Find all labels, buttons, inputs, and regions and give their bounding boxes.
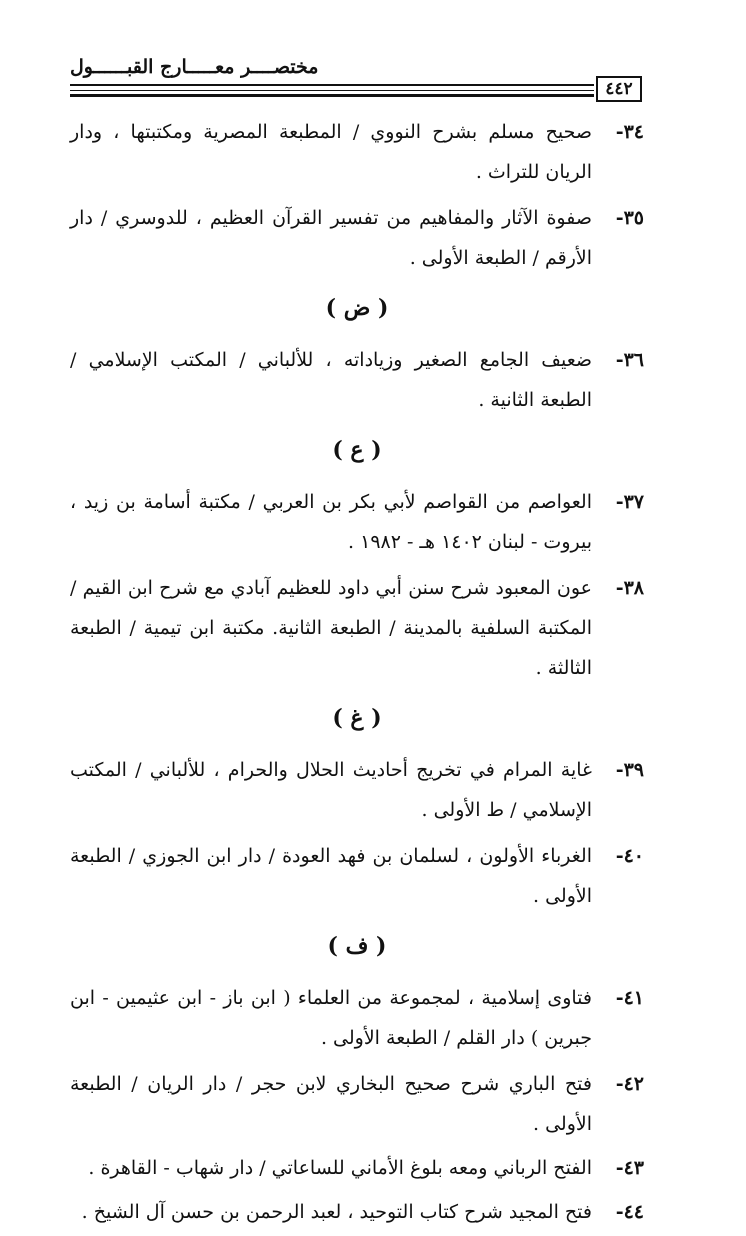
entry-number: ٣٩- bbox=[615, 759, 644, 781]
entry-text: فتح الباري شرح صحيح البخاري لابن حجر / دار الريان / الطبعة الأولى . bbox=[70, 1073, 592, 1135]
bibliography-entry bbox=[70, 1148, 644, 1188]
entry-text: الغرباء الأولون ، لسلمان بن فهد العودة / دار ابن الجوزي / الطبعة الأولى . bbox=[70, 845, 592, 907]
entry-number: ٣٥- bbox=[615, 207, 644, 229]
bibliography-list bbox=[70, 112, 644, 1236]
entry-number: ٤٠- bbox=[615, 845, 644, 867]
entry-text: العواصم من القواصم لأبي بكر بن العربي / مكتبة أسامة بن زيد ، بيروت - لبنان ١٤٠٢ هـ - ١٩٨٢ . bbox=[70, 491, 592, 553]
header-rule-top bbox=[70, 84, 594, 86]
entry-number: ٤٤- bbox=[615, 1201, 644, 1223]
section-heading-dad: ( ض ) bbox=[325, 295, 389, 321]
bibliography-entry bbox=[70, 1192, 644, 1232]
section-heading-ain: ( ع ) bbox=[332, 437, 382, 463]
bibliography-entry bbox=[70, 482, 644, 562]
entry-text: صفوة الآثار والمفاهيم من تفسير القرآن العظيم ، للدوسري / دار الأرقم / الطبعة الأولى . bbox=[70, 207, 592, 269]
entry-text: عون المعبود شرح سنن أبي داود للعظيم آبادي مع شرح ابن القيم / المكتبة السلفية بالمدينة / الطبعة الثانية. مكتبة ابن تيمية / الطبعة الثالثة . bbox=[70, 577, 592, 679]
header-rule-bottom bbox=[70, 94, 594, 97]
entry-number: ٣٨- bbox=[615, 577, 644, 599]
entry-number: ٣٧- bbox=[615, 491, 644, 513]
header-rule-middle bbox=[70, 90, 594, 91]
bibliography-entry bbox=[70, 750, 644, 830]
entry-number: ٤١- bbox=[615, 987, 644, 1009]
bibliography-entry bbox=[70, 978, 644, 1058]
entry-number: ٤٢- bbox=[615, 1073, 644, 1095]
bibliography-entry bbox=[70, 836, 644, 916]
bibliography-entry bbox=[70, 1064, 644, 1144]
bibliography-entry bbox=[70, 112, 644, 192]
entry-number: ٤٣- bbox=[615, 1157, 644, 1179]
page-number: ٤٤٢ bbox=[596, 76, 642, 102]
section-heading-fa: ( ف ) bbox=[327, 933, 387, 959]
entry-text: غاية المرام في تخريج أحاديث الحلال والحرام ، للألباني / المكتب الإسلامي / ط الأولى . bbox=[70, 759, 592, 821]
entry-text: الفتح الرباني ومعه بلوغ الأماني للساعاتي / دار شهاب - القاهرة . bbox=[88, 1157, 592, 1179]
bibliography-entry bbox=[70, 340, 644, 420]
section-heading-ghain: ( غ ) bbox=[332, 705, 382, 731]
bibliography-entry bbox=[70, 198, 644, 278]
entry-number: ٣٤- bbox=[615, 121, 644, 143]
entry-text: ضعيف الجامع الصغير وزياداته ، للألباني / المكتب الإسلامي / الطبعة الثانية . bbox=[70, 349, 592, 411]
running-header-title: مختصــــر معـــــارج القبــــــول bbox=[70, 56, 319, 78]
entry-text: فتح المجيد شرح كتاب التوحيد ، لعبد الرحمن بن حسن آل الشيخ . bbox=[81, 1201, 592, 1223]
bibliography-entry bbox=[70, 568, 644, 688]
entry-text: صحيح مسلم بشرح النووي / المطبعة المصرية ومكتبتها ، ودار الريان للتراث . bbox=[70, 121, 592, 183]
entry-text: فتاوى إسلامية ، لمجموعة من العلماء ( ابن باز - ابن عثيمين - ابن جبرين ) دار القلم / الطبعة الأولى . bbox=[70, 987, 592, 1049]
entry-number: ٣٦- bbox=[615, 349, 644, 371]
